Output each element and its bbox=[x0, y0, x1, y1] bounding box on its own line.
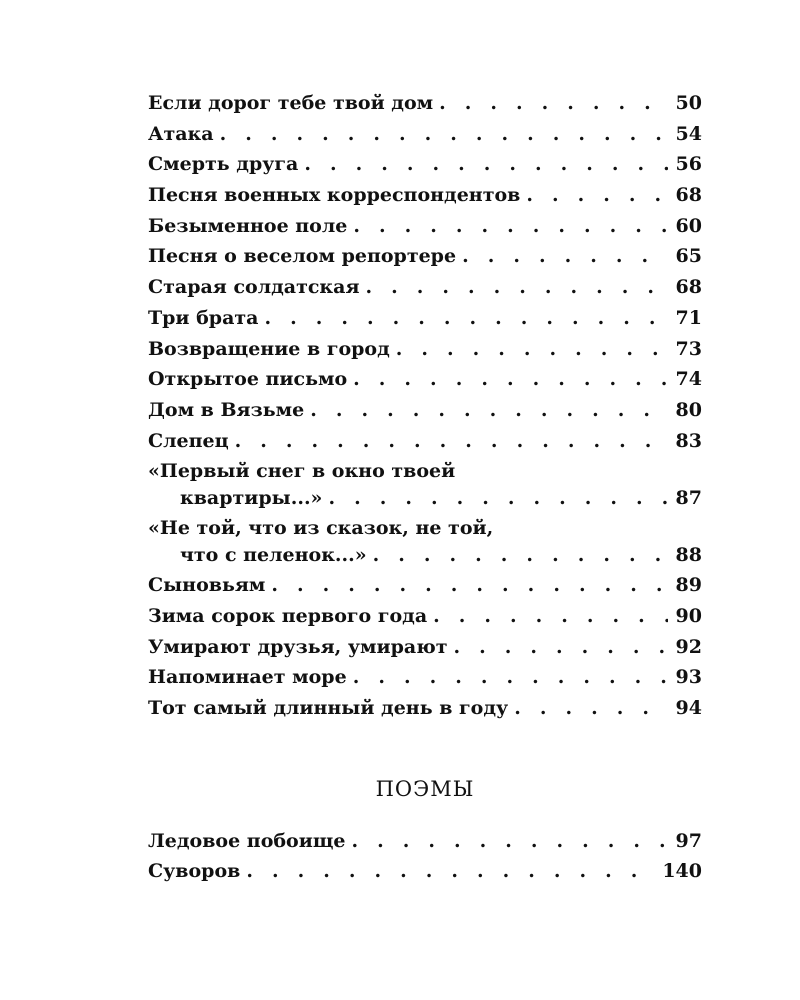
toc-entry bbox=[148, 856, 702, 887]
dot-leader bbox=[462, 241, 668, 272]
entry-title-line-1: «Первый снег в окно твоей bbox=[148, 460, 456, 483]
toc-entry bbox=[148, 601, 702, 632]
entry-title: Ледовое побоище bbox=[148, 829, 346, 852]
dot-leader bbox=[353, 364, 668, 395]
toc-entry bbox=[148, 88, 702, 119]
entry-title: Суворов bbox=[148, 860, 241, 883]
page-number: 89 bbox=[675, 574, 702, 597]
entry-title: Возвращение в город bbox=[148, 337, 390, 360]
poems-list bbox=[148, 826, 702, 887]
toc-entry bbox=[148, 364, 702, 395]
toc-entry bbox=[148, 303, 702, 334]
dot-leader bbox=[454, 632, 669, 663]
entry-title: Умирают друзья, умирают bbox=[148, 635, 448, 658]
page-number: 73 bbox=[675, 337, 702, 360]
toc-entry bbox=[148, 211, 702, 242]
entry-continuation bbox=[148, 540, 702, 570]
page-number: 68 bbox=[675, 184, 702, 207]
page-number: 50 bbox=[675, 92, 702, 114]
toc-entry bbox=[148, 570, 702, 601]
entry-title: Зима сорок первого года bbox=[148, 604, 428, 627]
entry-title: Песня о веселом репортере bbox=[148, 245, 457, 268]
page-number: 93 bbox=[675, 666, 702, 689]
entry-title: Открытое письмо bbox=[148, 368, 348, 391]
page-number: 97 bbox=[675, 829, 702, 852]
dot-leader bbox=[328, 483, 668, 513]
entry-title: Старая солдатская bbox=[148, 276, 360, 299]
dot-leader bbox=[310, 395, 668, 426]
entry-title: Безыменное поле bbox=[148, 214, 348, 237]
entry-title: Песня военных корреспондентов bbox=[148, 184, 521, 207]
page-number: 71 bbox=[675, 306, 702, 329]
dot-leader bbox=[373, 540, 668, 570]
dot-leader bbox=[353, 662, 668, 693]
dot-leader bbox=[353, 211, 668, 242]
page-number: 83 bbox=[675, 429, 702, 452]
page-number: 80 bbox=[675, 398, 702, 421]
entry-title: Три брата bbox=[148, 306, 259, 329]
entry-continuation bbox=[148, 483, 702, 513]
entry-title: Если дорог тебе твой дом bbox=[148, 92, 434, 114]
toc-entry bbox=[148, 459, 702, 513]
page-number: 74 bbox=[675, 368, 702, 391]
dot-leader bbox=[220, 119, 668, 150]
table-of-contents-page bbox=[148, 88, 702, 887]
entry-title-line-1: «Не той, что из сказок, не той, bbox=[148, 517, 494, 540]
toc-entry bbox=[148, 662, 702, 693]
dot-leader bbox=[526, 180, 668, 211]
toc-entry bbox=[148, 272, 702, 303]
dot-leader bbox=[264, 303, 668, 334]
toc-entry bbox=[148, 119, 702, 150]
entry-title: Сыновьям bbox=[148, 574, 266, 597]
page-number: 60 bbox=[675, 214, 702, 237]
toc-entry bbox=[148, 241, 702, 272]
toc-entry bbox=[148, 516, 702, 570]
dot-leader bbox=[365, 272, 668, 303]
page-number: 92 bbox=[675, 635, 702, 658]
toc-entry bbox=[148, 426, 702, 457]
page-number: 65 bbox=[675, 245, 702, 268]
page-number: 94 bbox=[675, 697, 702, 719]
dot-leader bbox=[439, 88, 668, 119]
entry-title-line-2: квартиры...» bbox=[180, 487, 323, 510]
toc-entry bbox=[148, 395, 702, 426]
toc-entry bbox=[148, 149, 702, 180]
dot-leader bbox=[235, 426, 668, 457]
entry-title: Дом в Вязьме bbox=[148, 398, 305, 421]
dot-leader bbox=[396, 334, 668, 365]
page-number: 56 bbox=[675, 153, 702, 176]
toc-entry bbox=[148, 180, 702, 211]
toc-entry bbox=[148, 334, 702, 365]
dot-leader bbox=[246, 856, 656, 887]
dot-leader bbox=[433, 601, 668, 632]
page-number: 54 bbox=[675, 122, 702, 145]
toc-list bbox=[148, 88, 702, 724]
dot-leader bbox=[271, 570, 668, 601]
page-number: 140 bbox=[662, 860, 702, 883]
toc-entry bbox=[148, 693, 702, 724]
dot-leader bbox=[351, 826, 668, 857]
entry-title: Атака bbox=[148, 122, 214, 145]
page-number: 87 bbox=[675, 487, 702, 510]
entry-title: Слепец bbox=[148, 429, 229, 452]
dot-leader bbox=[304, 149, 668, 180]
page-number: 68 bbox=[675, 276, 702, 299]
page-number: 88 bbox=[675, 544, 702, 567]
dot-leader bbox=[514, 693, 668, 724]
entry-title: Напоминает море bbox=[148, 666, 347, 689]
page-number: 90 bbox=[675, 604, 702, 627]
toc-entry bbox=[148, 632, 702, 663]
entry-title: Смерть друга bbox=[148, 153, 299, 176]
entry-title: Тот самый длинный день в году bbox=[148, 697, 509, 719]
section-heading-poems: ПОЭМЫ bbox=[375, 776, 475, 801]
entry-title-line-2: что с пеленок...» bbox=[180, 544, 367, 567]
toc-entry bbox=[148, 826, 702, 857]
